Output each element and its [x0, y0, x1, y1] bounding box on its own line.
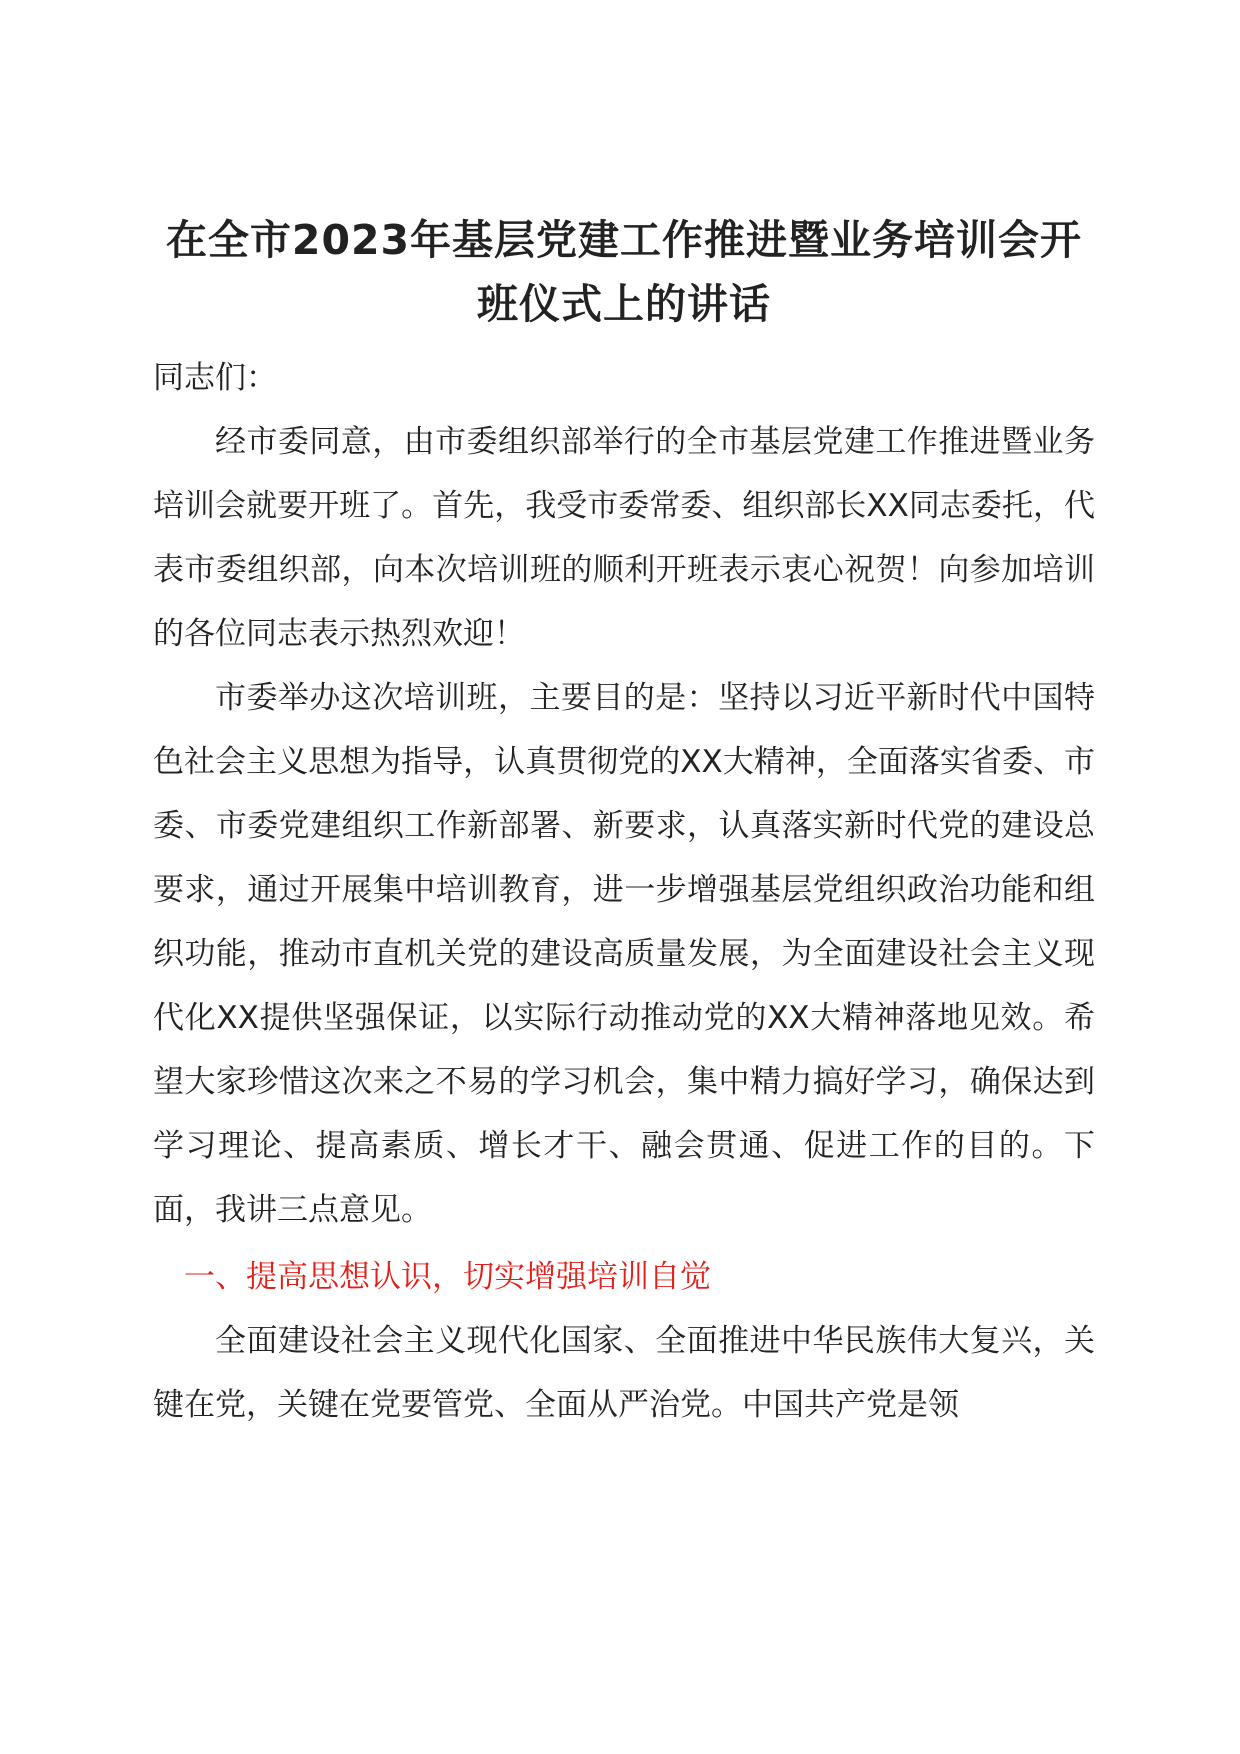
section-heading-one: 一、提高思想认识，切实增强培训自觉 — [184, 1259, 711, 1295]
paragraph-section-one: 全面建设社会主义现代化国家、全面推进中华民族伟大复兴，关键在党，关键在党要管党、全面从严治党。中国共产党是领 — [153, 1323, 1095, 1423]
salutation: 同志们： — [153, 360, 277, 396]
paragraph-opening: 经市委同意，由市委组织部举行的全市基层党建工作推进暨业务培训会就要开班了。首先，我受市委常委、组织部长XX同志委托，代表市委组织部，向本次培训班的顺利开班表示衷心祝贺！向参加培训的各位同志表示热烈欢迎！ — [153, 424, 1095, 652]
document-body — [153, 208, 1095, 1437]
document-title: 在全市2023年基层党建工作推进暨业务培训会开班仪式上的讲话 — [165, 216, 1083, 328]
paragraph-purpose: 市委举办这次培训班，主要目的是：坚持以习近平新时代中国特色社会主义思想为指导，认真贯彻党的XX大精神，全面落实省委、市委、市委党建组织工作新部署、新要求，认真落实新时代党的建设总要求，通过开展集中培训教育，进一步增强基层党组织政治功能和组织功能，推动市直机关党的建设高质量发展，为全面建设社会主义现代化XX提供坚强保证，以实际行动推动党的XX大精神落地见效。希望大家珍惜这次来之不易的学习机会，集中精力搞好学习，确保达到学习理论、提高素质、增长才干、融会贯通、促进工作的目的。下面，我讲三点意见。 — [153, 680, 1095, 1228]
